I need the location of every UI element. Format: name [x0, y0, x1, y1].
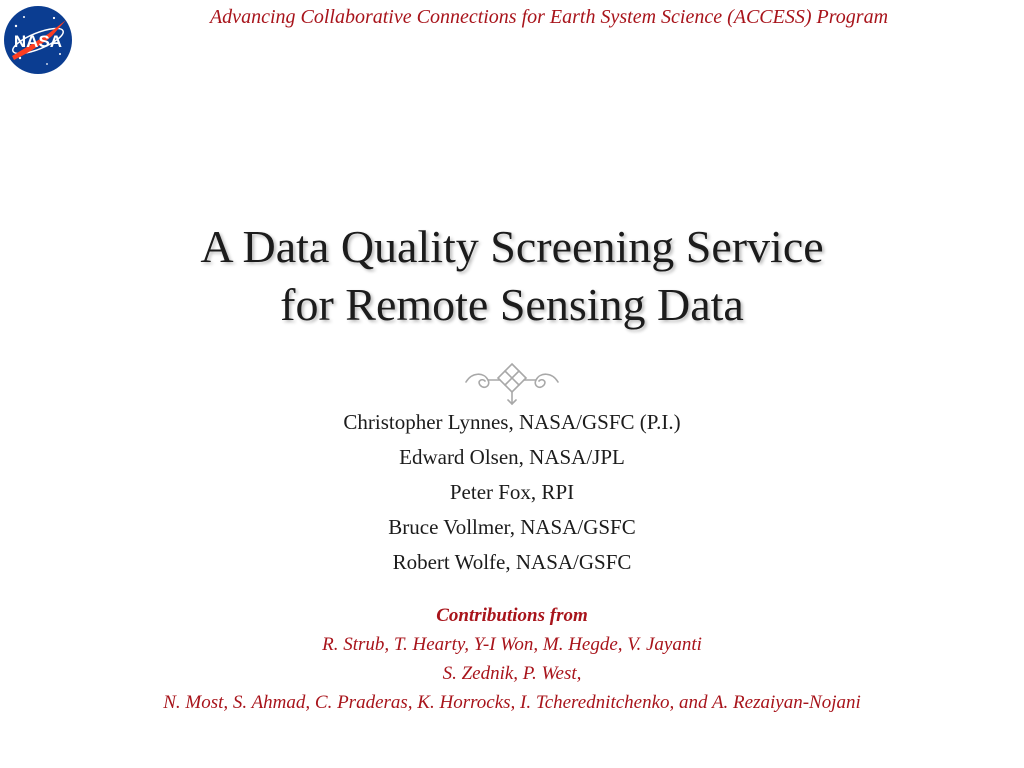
author-item: Bruce Vollmer, NASA/GSFC	[388, 515, 636, 539]
contributions-heading: Contributions from	[436, 605, 588, 626]
author-item: Edward Olsen, NASA/JPL	[399, 445, 625, 469]
nasa-logo-icon	[2, 4, 74, 76]
contributors-line: S. Zednik, P. West,	[442, 663, 582, 684]
contributions-block	[0, 601, 1024, 717]
author-list	[0, 405, 1024, 580]
slide-title	[0, 218, 1024, 334]
author-item: Robert Wolfe, NASA/GSFC	[392, 550, 632, 574]
contributors-line: N. Most, S. Ahmad, C. Praderas, K. Horrocks, I. Tcherednitchenko, and A. Rezaiyan-Nojani	[163, 692, 861, 713]
program-banner: Advancing Collaborative Connections for Earth System Science (ACCESS) Program	[209, 6, 889, 28]
author-item: Christopher Lynnes, NASA/GSFC (P.I.)	[343, 410, 681, 434]
svg-text:NASA: NASA	[13, 32, 63, 51]
contributors-line: R. Strub, T. Hearty, Y-I Won, M. Hegde, V. Jayanti	[322, 634, 702, 655]
fleuron-divider-icon	[462, 360, 562, 410]
author-item: Peter Fox, RPI	[449, 480, 575, 504]
title-line-1: A Data Quality Screening Service	[200, 221, 824, 272]
title-line-2: for Remote Sensing Data	[280, 279, 744, 330]
